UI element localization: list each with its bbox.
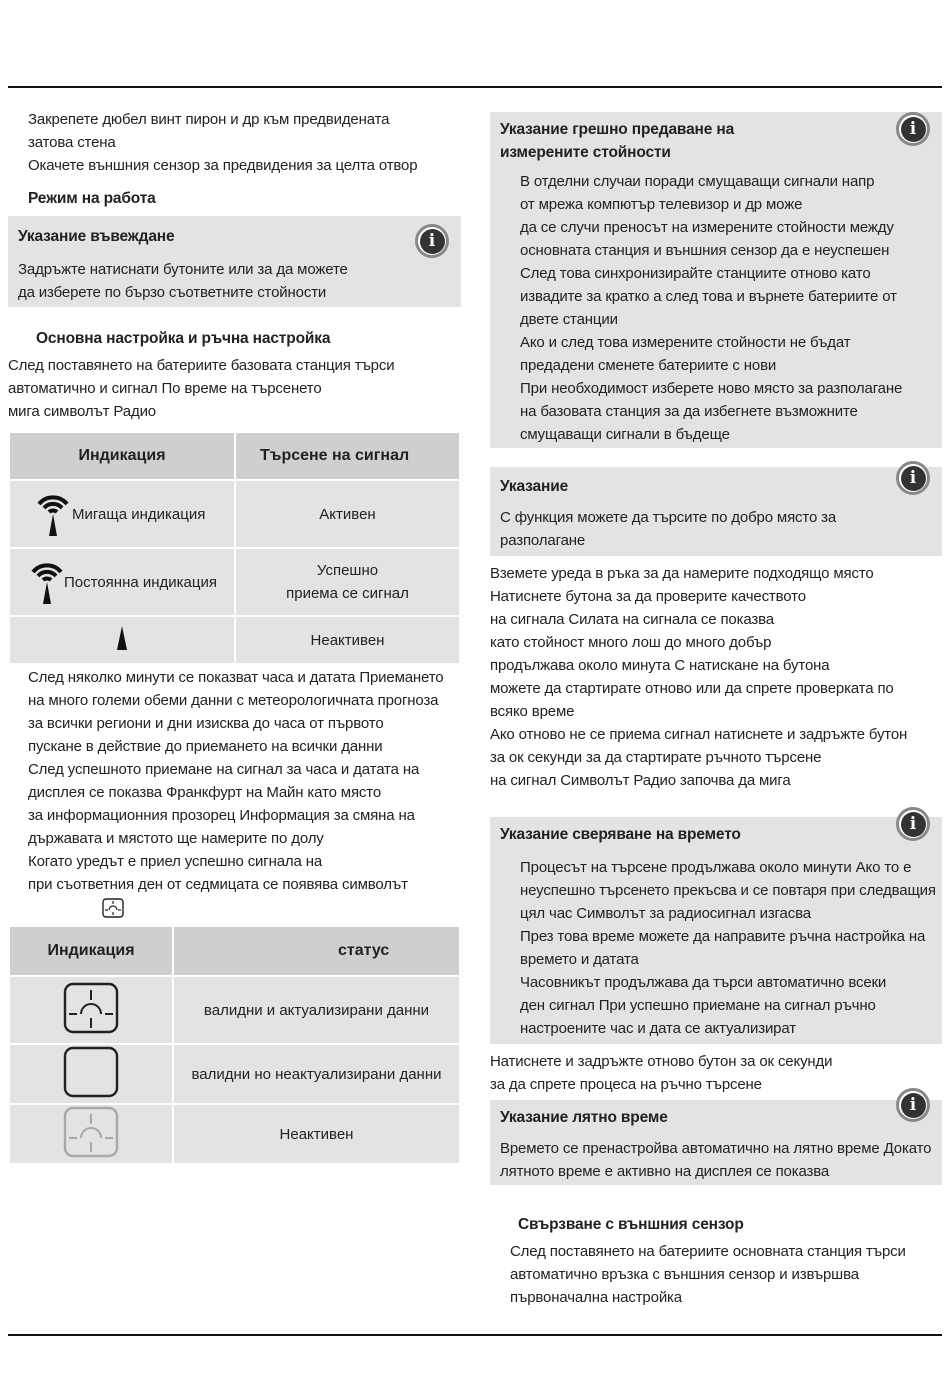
text-line: С функция можете да търсите по добро място за bbox=[500, 509, 837, 526]
text-line: първоначална настройка bbox=[510, 1289, 682, 1306]
text-line: държавата и мястото ще намерите по долу bbox=[28, 830, 324, 847]
signal-check-paragraph bbox=[490, 562, 942, 792]
text-line: Окачете външния сензор за предвидения за целта отвор bbox=[28, 157, 418, 174]
text-line: всяко време bbox=[490, 703, 575, 720]
data-inactive-icon bbox=[63, 1106, 119, 1158]
indication-cell bbox=[9, 616, 235, 664]
text-line: времето и датата bbox=[520, 951, 639, 968]
text-line: на базовата станция за да избегнете възможните bbox=[520, 403, 858, 420]
text-line: като стойност много лош до много добър bbox=[490, 634, 772, 651]
text-line: След поставянето на батериите основната станция търси bbox=[510, 1243, 906, 1260]
status-cell: Активен bbox=[235, 480, 460, 548]
text-line: предадени сменете батериите с нови bbox=[520, 357, 777, 374]
text-line: лятното време е активно на дисплея се показва bbox=[500, 1163, 830, 1180]
text-line: за всички региони и дни изисква до часа от първото bbox=[28, 715, 384, 732]
text-line: След това синхронизирайте станциите отново като bbox=[520, 265, 871, 282]
text-line: на много големи обеми данни с метеорологичната прогноза bbox=[28, 692, 439, 709]
indication-cell bbox=[9, 976, 173, 1044]
radio-signal-icon bbox=[30, 560, 64, 604]
sensor-paragraph bbox=[490, 1240, 942, 1309]
setup-paragraph bbox=[8, 354, 461, 423]
status-cell: валидни и актуализирани данни bbox=[173, 976, 460, 1044]
signal-table bbox=[8, 431, 461, 665]
text-line: продължава около минута С натискане на бутона bbox=[490, 657, 830, 674]
note-title: измерените стойности bbox=[500, 144, 671, 161]
text-line: смущаващи сигнали в бъдеще bbox=[520, 426, 730, 443]
table-header-indication: Индикация bbox=[9, 432, 235, 480]
table-row bbox=[9, 976, 460, 1044]
text-line: затова стена bbox=[28, 134, 116, 151]
reception-paragraph bbox=[8, 666, 461, 924]
setup-heading: Основна настройка и ръчна настройка bbox=[36, 330, 331, 347]
text-line: След няколко минути се показват часа и датата Приемането bbox=[28, 669, 444, 686]
table-header-indication: Индикация bbox=[9, 926, 173, 976]
status-line: Успешно bbox=[316, 562, 379, 579]
note-time-sync bbox=[490, 813, 942, 1044]
note-title: Указание лятно време bbox=[500, 1109, 668, 1126]
text-line: Закрепете дюбел винт пирон и др към предвидената bbox=[28, 111, 390, 128]
text-line: можете да стартирате отново или да спрете проверката по bbox=[490, 680, 894, 697]
bottom-rule bbox=[8, 1334, 942, 1336]
text-line: разполагане bbox=[500, 532, 586, 549]
text-line: да се случи преносът на измерените стойности между bbox=[520, 219, 894, 236]
text-line: основната станция и външния сензор да е неуспешен bbox=[520, 242, 890, 259]
text-line: В отделни случаи поради смущаващи сигнали напр bbox=[520, 173, 875, 190]
text-line: дисплея се показва Франкфурт на Майн като място bbox=[28, 784, 382, 801]
text-line: на сигнала Силата на сигнала се показва bbox=[490, 611, 774, 628]
text-line: за ок секунди за да стартирате ръчното търсене bbox=[490, 749, 822, 766]
right-column bbox=[490, 100, 942, 1309]
text-line: Ако и след това измерените стойности не бъдат bbox=[520, 334, 851, 351]
text-line: автоматично и сигнал По време на търсенето bbox=[8, 380, 322, 397]
text-line: Процесът на търсене продължава около минути Ако то е bbox=[520, 859, 912, 876]
text-line: Часовникът продължава да търси автоматично всеки bbox=[520, 974, 887, 991]
text-line: при съответния ден от седмицата се появява символът bbox=[28, 876, 408, 893]
radio-signal-icon bbox=[36, 492, 70, 536]
stop-search-paragraph bbox=[490, 1050, 942, 1096]
status-table bbox=[8, 925, 461, 1165]
text-line: Натиснете и задръжте отново бутон за ок секунди bbox=[490, 1053, 833, 1070]
data-valid-icon bbox=[63, 982, 119, 1034]
indication-cell bbox=[9, 480, 235, 548]
table-row bbox=[9, 616, 460, 664]
info-icon: i bbox=[896, 112, 930, 146]
info-icon: i bbox=[896, 807, 930, 841]
table-row bbox=[9, 548, 460, 616]
indication-cell bbox=[9, 1104, 173, 1164]
intro-paragraph bbox=[8, 108, 461, 177]
table-header-status: статус bbox=[173, 926, 460, 976]
text-line: След поставянето на батериите базовата станция търси bbox=[8, 357, 395, 374]
text-line: Натиснете бутона за да проверите качеството bbox=[490, 588, 806, 605]
info-icon: i bbox=[896, 461, 930, 495]
text-line: за информационния прозорец Информация за смяна на bbox=[28, 807, 415, 824]
note-title: Указание въвеждане bbox=[18, 228, 175, 245]
text-line: извадите за кратко а след това и върнете батериите от bbox=[520, 288, 897, 305]
text-line: мига символът Радио bbox=[8, 403, 156, 420]
status-line: приема се сигнал bbox=[286, 585, 409, 602]
text-line: Времето се пренастройва автоматично на лятно време Докато bbox=[500, 1140, 932, 1157]
indication-label: Мигаща индикация bbox=[72, 505, 206, 523]
text-line: на сигнал Символът Радио започва да мига bbox=[490, 772, 791, 789]
info-icon: i bbox=[896, 1088, 930, 1122]
status-cell bbox=[235, 548, 460, 616]
note-title: Указание bbox=[500, 478, 569, 495]
status-cell: Неактивен bbox=[173, 1104, 460, 1164]
indication-cell bbox=[9, 1044, 173, 1104]
text-line: неуспешно търсенето прекъсва и се повтаря при следващия bbox=[520, 882, 936, 899]
table-row bbox=[9, 480, 460, 548]
info-icon: i bbox=[415, 224, 449, 258]
text-line: Вземете уреда в ръка за да намерите подходящо място bbox=[490, 565, 874, 582]
status-cell: Неактивен bbox=[235, 616, 460, 664]
sensor-heading: Свързване с външния сензор bbox=[518, 1216, 744, 1233]
indication-label: Постоянна индикация bbox=[64, 573, 217, 591]
text-line: автоматично връзка с външния сензор и извършва bbox=[510, 1266, 859, 1283]
text-line: от мрежа компютър телевизор и др може bbox=[520, 196, 803, 213]
note-title: Указание грешно предаване на bbox=[500, 121, 735, 138]
text-line: двете станции bbox=[520, 311, 618, 328]
text-line: При необходимост изберете ново място за разполагане bbox=[520, 380, 903, 397]
top-rule bbox=[8, 86, 942, 88]
text-line: Когато уредът е приел успешно сигнала на bbox=[28, 853, 323, 870]
data-outdated-icon bbox=[63, 1046, 119, 1098]
note-title: Указание сверяване на времето bbox=[500, 826, 741, 843]
text-line: Задръжте натиснати бутоните или за да можете bbox=[18, 261, 348, 278]
left-column bbox=[8, 100, 461, 1165]
indication-cell bbox=[9, 548, 235, 616]
status-cell: валидни но неактуализирани данни bbox=[173, 1044, 460, 1104]
data-valid-small-icon bbox=[102, 898, 124, 918]
table-row bbox=[9, 1104, 460, 1164]
text-line: да изберете по бързо съответните стойности bbox=[18, 284, 327, 301]
note-summer-time bbox=[490, 1094, 942, 1185]
table-row bbox=[9, 1044, 460, 1104]
text-line: Ако отново не се приема сигнал натиснете и задръжте бутон bbox=[490, 726, 908, 743]
text-line: След успешното приемане на сигнал за часа и датата на bbox=[28, 761, 420, 778]
note-transmission-error bbox=[490, 112, 942, 448]
note-search bbox=[490, 467, 942, 556]
text-line: за да спрете процеса на ръчно търсене bbox=[490, 1076, 762, 1093]
text-line: През това време можете да направите ръчна настройка на bbox=[520, 928, 926, 945]
mode-heading: Режим на работа bbox=[28, 190, 156, 207]
note-entry bbox=[8, 216, 461, 307]
text-line: ден сигнал При успешно приемане на сигнал ръчно bbox=[520, 997, 876, 1014]
text-line: настроените час и дата се актуализират bbox=[520, 1020, 796, 1037]
text-line: цял час Символът за радиосигнал изгасва bbox=[520, 905, 811, 922]
table-header-search: Търсене на сигнал bbox=[235, 432, 460, 480]
antenna-icon bbox=[115, 624, 129, 652]
text-line: пускане в действие до приемането на всички данни bbox=[28, 738, 383, 755]
